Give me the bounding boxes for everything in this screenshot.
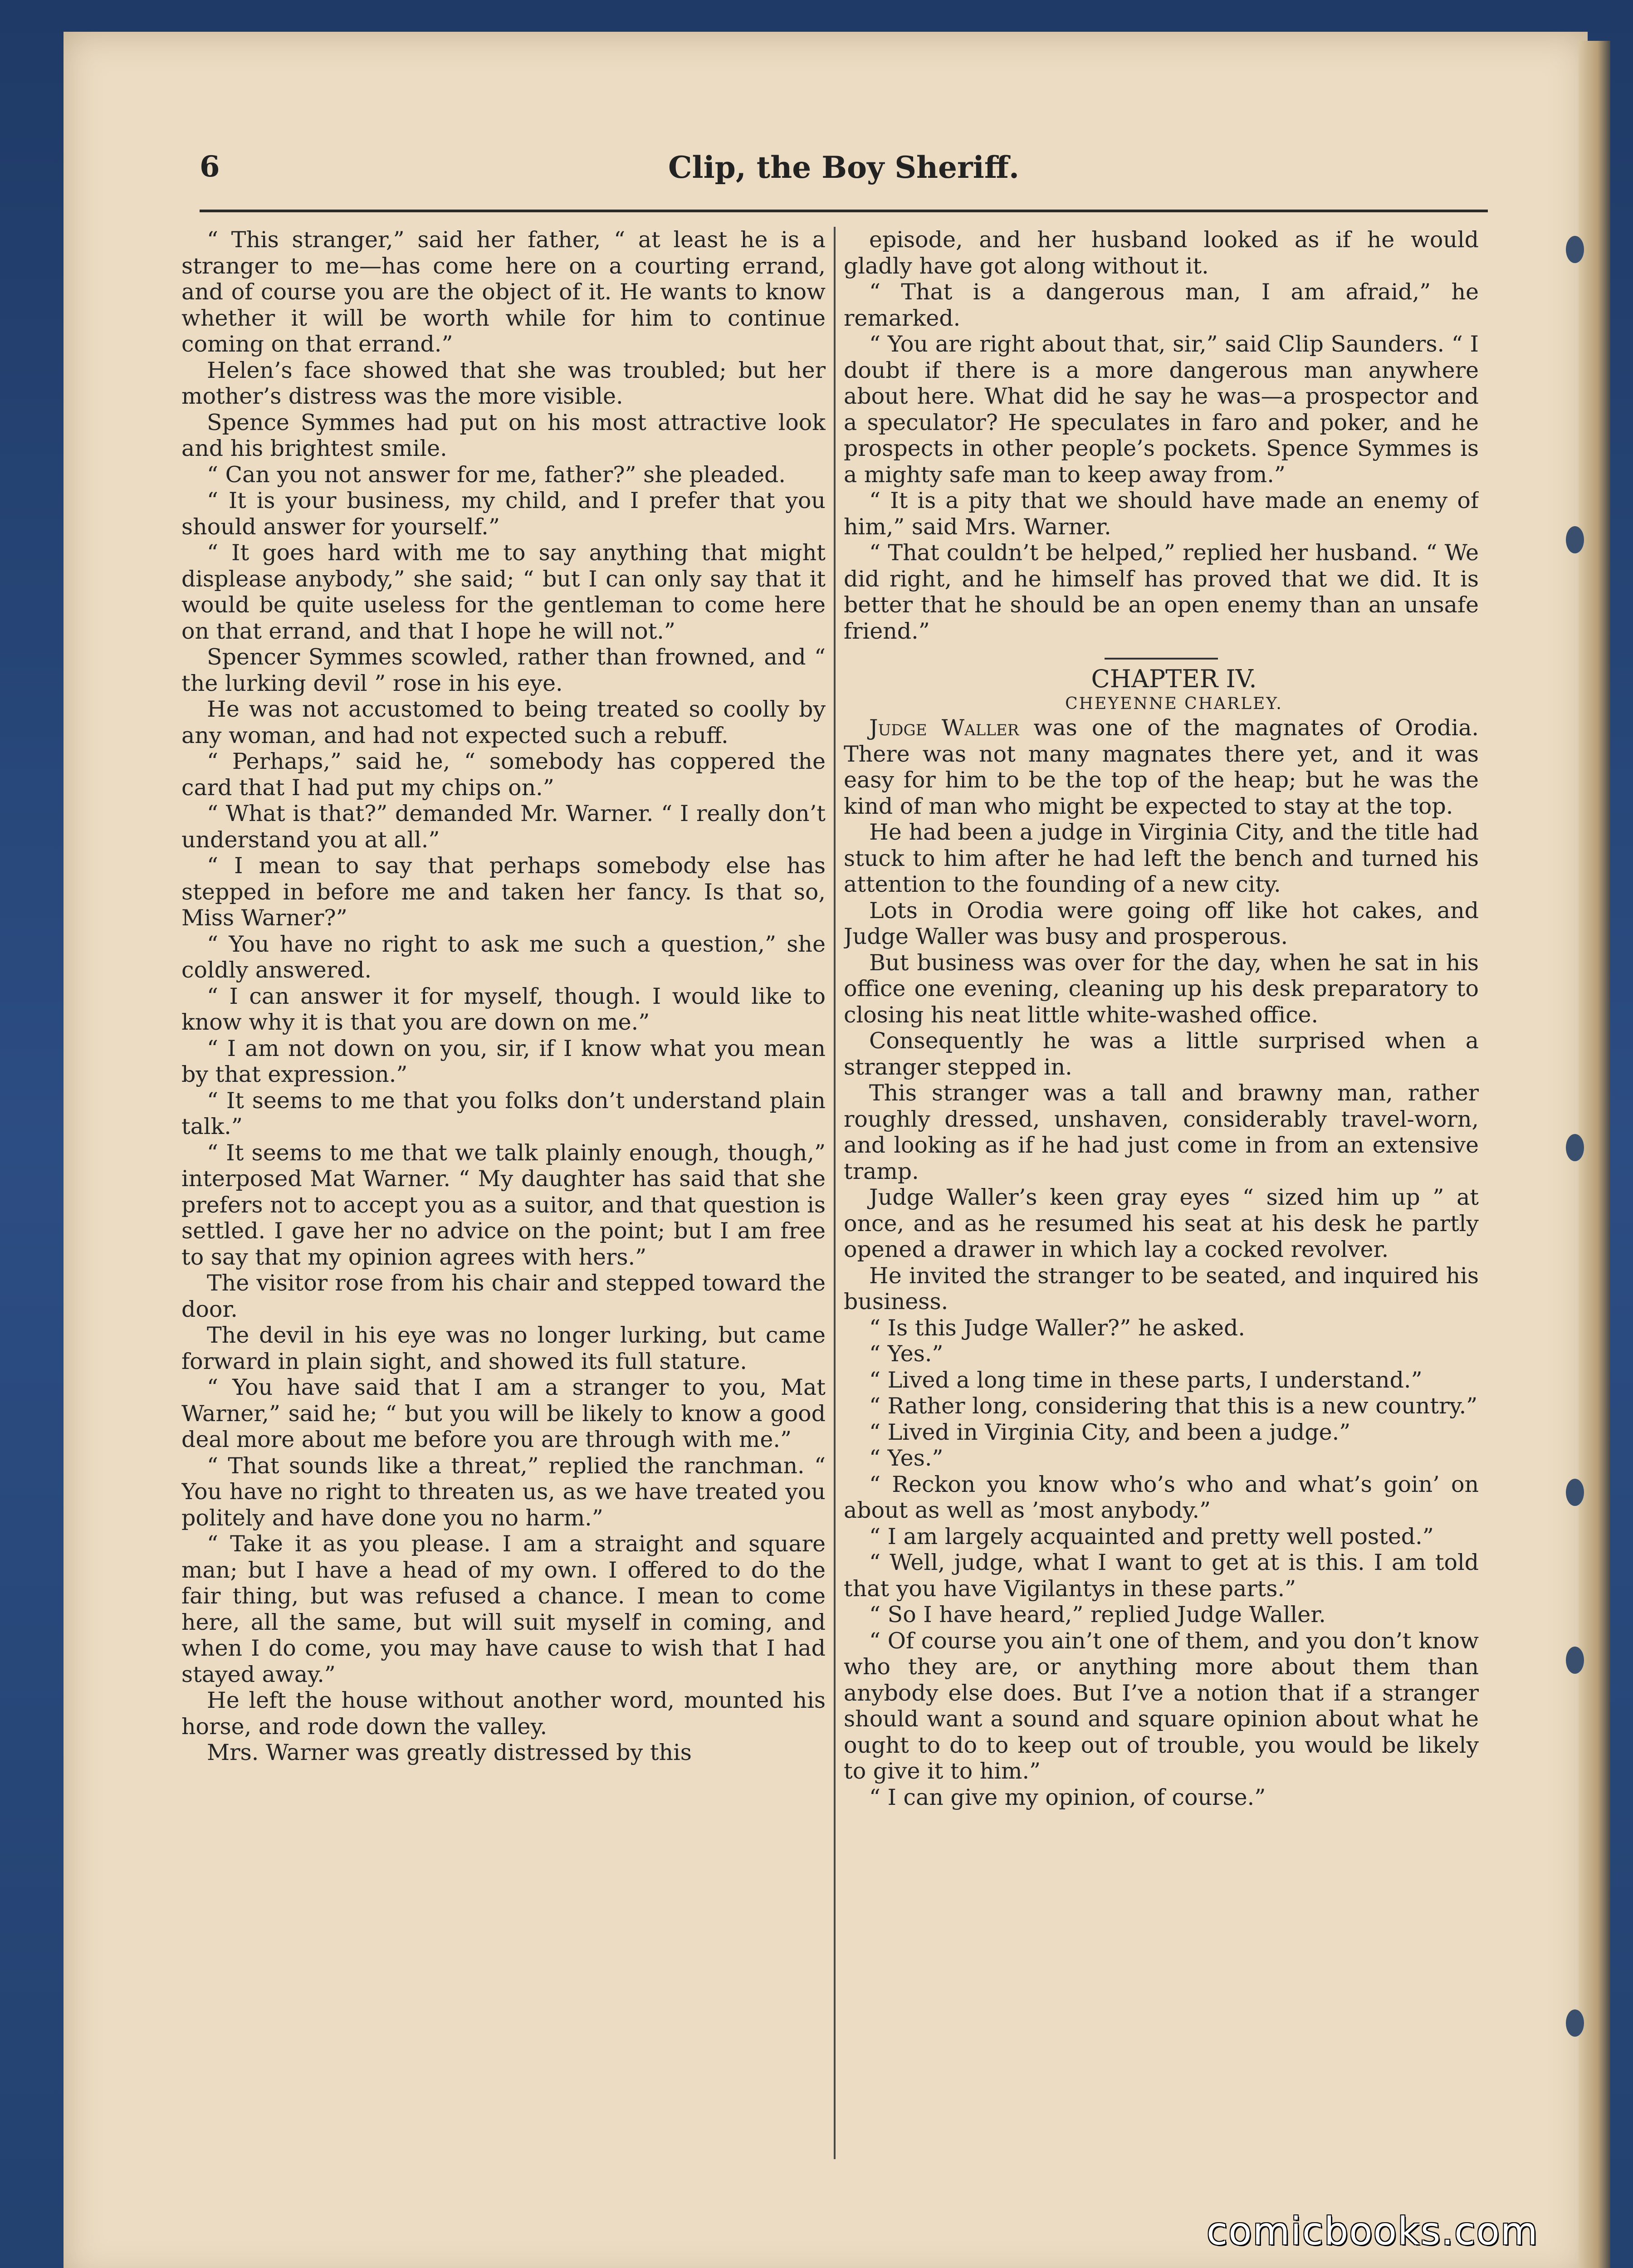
chapter-opening-smallcaps: Judge Waller bbox=[869, 715, 1019, 741]
paragraph: “ Yes.” bbox=[869, 1445, 944, 1471]
header-rule bbox=[200, 210, 1488, 212]
paragraph: “ Yes.” bbox=[869, 1341, 944, 1367]
paragraph: The devil in his eye was no longer lurking, but came forward in plain sight, and showed its full stature. bbox=[181, 1322, 826, 1374]
binding-hole bbox=[1566, 526, 1584, 553]
paragraph: “ That sounds like a threat,” replied the ranchman. “ You have no right to threaten us, as we have treated you politely and have done you no harm.” bbox=[181, 1452, 826, 1531]
left-column bbox=[181, 227, 826, 2150]
chapter-subtitle: CHEYENNE CHARLEY. bbox=[1065, 694, 1283, 713]
paragraph: “ This stranger,” said her father, “ at least he is a stranger to me—has come here on a courting errand, and of course you are the object of it. He wants to know whether it will be worth while for him to continue coming on that errand.” bbox=[181, 227, 826, 357]
right-column bbox=[844, 227, 1479, 2150]
paragraph: But business was over for the day, when he sat in his office one evening, cleaning up his desk preparatory to closing his neat little white-washed office. bbox=[844, 949, 1479, 1028]
paragraph: “ Rather long, considering that this is a new country.” bbox=[869, 1393, 1478, 1419]
page-header bbox=[200, 150, 1488, 200]
paragraph: Consequently he was a little surprised when a stranger stepped in. bbox=[844, 1028, 1479, 1080]
paragraph: “ Lived in Virginia City, and been a judge.” bbox=[869, 1419, 1351, 1445]
paragraph: “ You are right about that, sir,” said Clip Saunders. “ I doubt if there is a more dangerous man anywhere about here. What did he say he was—a prospector and a speculator? He speculates in faro and poker, and he prospects in other people’s pockets. Spence Symmes is a mighty safe man to keep away from.” bbox=[844, 331, 1479, 488]
paragraph: “ Of course you ain’t one of them, and you don’t know who they are, or anything more about them than anybody else does. But I’ve a notion that if a stranger should want a sound and square opinion about what he ought to do to keep out of trouble, you would be likely to give it to him.” bbox=[844, 1628, 1479, 1784]
paragraph: Judge Waller’s keen gray eyes “ sized him up ” at once, and as he resumed his seat at his desk he partly opened a drawer in which lay a cocked revolver. bbox=[844, 1184, 1479, 1262]
paragraph: The visitor rose from his chair and stepped toward the door. bbox=[181, 1270, 826, 1322]
paragraph: “ I am largely acquainted and pretty well posted.” bbox=[869, 1523, 1434, 1549]
binding-hole bbox=[1566, 1647, 1584, 1674]
paragraph: “ It seems to me that we talk plainly enough, though,” interposed Mat Warner. “ My daughter has said that she prefers not to accept you as a suitor, and that question is settled. I gave her no advice on the point; but I am free to say that my opinion agrees with hers.” bbox=[181, 1139, 826, 1270]
paragraph: “ I can answer it for myself, though. I would like to know why it is that you are down on me.” bbox=[181, 983, 826, 1035]
paragraph: “ Reckon you know who’s who and what’s goin’ on about as well as ’most anybody.” bbox=[844, 1471, 1479, 1523]
paragraph: “ It goes hard with me to say anything that might displease anybody,” she said; “ but I can only say that it would be quite useless for the gentleman to come here on that errand, and that I hope he will not.” bbox=[181, 540, 826, 644]
paragraph: He invited the stranger to be seated, and inquired his business. bbox=[844, 1262, 1479, 1315]
paragraph: “ I mean to say that perhaps somebody else has stepped in before me and taken her fancy. Is that so, Miss Warner?” bbox=[181, 853, 826, 931]
paragraph: “ That is a dangerous man, I am afraid,” he remarked. bbox=[844, 279, 1479, 331]
chapter-heading: CHAPTER IV. bbox=[1091, 665, 1257, 693]
paragraph: “ What is that?” demanded Mr. Warner. “ I really don’t understand you at all.” bbox=[181, 801, 826, 853]
chapter-rule bbox=[1105, 658, 1218, 660]
paragraph: Spence Symmes had put on his most attractive look and his brightest smile. bbox=[181, 409, 826, 461]
paragraph: “ Well, judge, what I want to get at is this. I am told that you have Vigilantys in these parts.” bbox=[844, 1549, 1479, 1602]
paragraph: “ Can you not answer for me, father?” she pleaded. bbox=[207, 461, 786, 488]
paragraph: “ I am not down on you, sir, if I know what you mean by that expression.” bbox=[181, 1035, 826, 1087]
watermark: comicbooks.com bbox=[1207, 2209, 1539, 2253]
binding-hole bbox=[1566, 2009, 1584, 2037]
paragraph: “ You have no right to ask me such a question,” she coldly answered. bbox=[181, 931, 826, 983]
paragraph: This stranger was a tall and brawny man, rather roughly dressed, unshaven, considerably travel-worn, and looking as if he had just come in from an extensive tramp. bbox=[844, 1080, 1479, 1184]
paragraph: “ It is your business, my child, and I prefer that you should answer for yourself.” bbox=[181, 488, 826, 540]
paragraph: “ I can give my opinion, of course.” bbox=[869, 1784, 1266, 1810]
paragraph: Lots in Orodia were going off like hot cakes, and Judge Waller was busy and prosperous. bbox=[844, 897, 1479, 949]
paragraph: “ Is this Judge Waller?” he asked. bbox=[869, 1315, 1245, 1341]
paragraph: “ So I have heard,” replied Judge Waller. bbox=[869, 1602, 1326, 1628]
right-column-intro bbox=[844, 227, 1479, 644]
page-number: 6 bbox=[200, 150, 220, 184]
chapter-opening-text: was one of the magnates of Orodia. There was not many magnates there yet, and it was easy for him to be the top of the heap; but he was the kind of man who might be expected to stay at the top. bbox=[844, 715, 1479, 819]
paragraph: He was not accustomed to being treated so coolly by any woman, and had not expected such a rebuff. bbox=[181, 696, 826, 748]
paragraph: “ Lived a long time in these parts, I understand.” bbox=[869, 1367, 1423, 1393]
paragraph: episode, and her husband looked as if he would gladly have got along without it. bbox=[844, 227, 1479, 279]
binding-hole bbox=[1566, 236, 1584, 263]
paragraph: Spencer Symmes scowled, rather than frowned, and “ the lurking devil ” rose in his eye. bbox=[181, 644, 826, 696]
column-divider bbox=[834, 227, 836, 2159]
right-column-body bbox=[844, 819, 1479, 1810]
paragraph: “ Perhaps,” said he, “ somebody has coppered the card that I had put my chips on.” bbox=[181, 748, 826, 801]
paragraph: “ You have said that I am a stranger to you, Mat Warner,” said he; “ but you will be likely to know a good deal more about me before you are through with me.” bbox=[181, 1374, 826, 1452]
paragraph: “ Take it as you please. I am a straight and square man; but I have a head of my own. I offered to do the fair thing, but was refused a chance. I mean to come here, all the same, but will suit myself in coming, and when I do come, you may have cause to wish that I had stayed away.” bbox=[181, 1531, 826, 1687]
paragraph: “ That couldn’t be helped,” replied her husband. “ We did right, and he himself has proved that we did. It is better that he should be an open enemy than an unsafe friend.” bbox=[844, 540, 1479, 644]
paragraph: “ It is a pity that we should have made an enemy of him,” said Mrs. Warner. bbox=[844, 488, 1479, 540]
page-edge bbox=[1579, 41, 1610, 2268]
chapter-opening-paragraph bbox=[844, 715, 1479, 819]
paragraph: “ It seems to me that you folks don’t understand plain talk.” bbox=[181, 1087, 826, 1139]
paragraph: Helen’s face showed that she was troubled; but her mother’s distress was the more visible. bbox=[181, 357, 826, 409]
running-title: Clip, the Boy Sheriff. bbox=[668, 150, 1019, 185]
binding-hole bbox=[1566, 1479, 1584, 1506]
paragraph: He left the house without another word, mounted his horse, and rode down the valley. bbox=[181, 1687, 826, 1740]
paragraph: He had been a judge in Virginia City, and the title had stuck to him after he had left the bench and turned his attention to the founding of a new city. bbox=[844, 819, 1479, 897]
paragraph: Mrs. Warner was greatly distressed by this bbox=[207, 1740, 692, 1765]
binding-hole bbox=[1566, 1134, 1584, 1161]
